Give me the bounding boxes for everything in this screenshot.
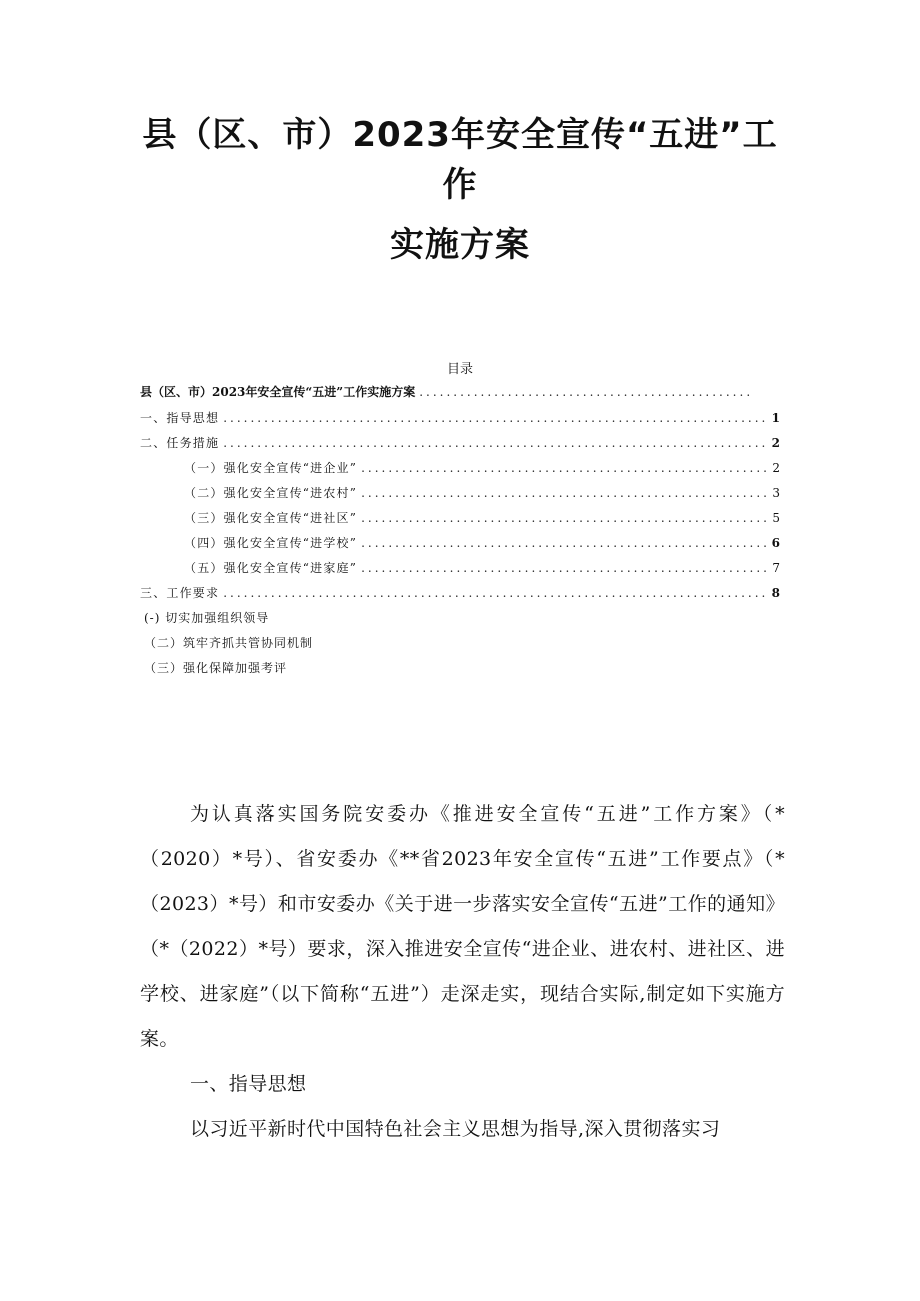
toc-entry-page: 7 [772,561,780,575]
toc-dot-leader [223,436,767,450]
toc-entry-section-2[interactable] [140,434,780,451]
toc-dot-leader [223,411,767,425]
toc-dot-leader [361,536,768,550]
toc-entry-label: （一）强化安全宣传“进企业” [184,461,358,475]
toc-entry-label: 一、指导思想 [140,411,220,425]
toc-dot-leader [223,586,767,600]
section-1-heading: 一、指导思想 [190,1073,307,1095]
toc-entry-2-4[interactable] [184,534,780,551]
toc-entry-label: 三、工作要求 [140,586,220,600]
toc-entry-page: 2 [772,461,780,475]
toc-entry-2-2[interactable] [184,484,780,501]
toc-entry-page: 3 [772,486,780,500]
toc-entry-section-3[interactable] [140,584,780,601]
toc-dot-leader [361,461,768,475]
title-line-1: 县（区、市）2023年安全宣传“五进”工 [142,115,778,155]
toc-entry-label: （三）强化安全宣传“进社区” [184,511,358,525]
toc-entry-2-3[interactable] [184,509,780,526]
toc-entry-2-5[interactable] [184,559,780,576]
toc-entry-3-1[interactable]: (-) 切实加强组织领导 [144,611,270,625]
document-title [120,110,800,270]
toc-entry-page: 8 [771,586,780,600]
toc-entry-page: 1 [771,411,780,425]
toc-dot-leader [361,561,768,575]
toc-entry-section-1[interactable] [140,409,780,426]
toc-entry-label: 二、任务措施 [140,436,220,450]
title-line-2: 作 [442,165,478,205]
document-body [140,792,785,1152]
toc-entry-label: （二）强化安全宣传“进农村” [184,486,358,500]
toc-entry-page: 5 [772,511,780,525]
title-line-3: 实施方案 [390,225,530,265]
intro-paragraph: 为认真落实国务院安委办《推进安全宣传“五进”工作方案》（*（2020）*号）、省安委办《**省2023年安全宣传“五进”工作要点》（*（2023）*号）和市安委办《关于进一步落实安全宣传“五进”工作的通知》（*（2022）*号）要求，深入推进安全宣传“进企业、进农村、进社区、进学校、进家庭”（以下简称“五进”）走深走实，现结合实际,制定如下实施方案。 [140,803,785,1050]
section-1-paragraph: 以习近平新时代中国特色社会主义思想为指导,深入贯彻落实习 [190,1118,721,1140]
toc-entry-2-1[interactable] [184,459,780,476]
toc-dot-leader [419,385,750,399]
toc-entry-3-3[interactable]: （三）强化保障加强考评 [144,661,288,675]
toc-entry-title[interactable] [140,383,762,400]
toc-entry-label: （五）强化安全宣传“进家庭” [184,561,358,575]
toc-entry-page: 2 [771,436,780,450]
toc-entry-label: （四）强化安全宣传“进学校” [184,536,358,550]
toc-entry-page: 6 [771,536,780,550]
toc-dot-leader [361,511,768,525]
toc-entry-3-2[interactable]: （二）筑牢齐抓共管协同机制 [144,636,314,650]
toc-dot-leader [361,486,768,500]
toc-entry-label: 县（区、市）2023年安全宣传“五进”工作实施方案 [140,385,416,399]
toc-heading: 目录 [446,362,473,377]
